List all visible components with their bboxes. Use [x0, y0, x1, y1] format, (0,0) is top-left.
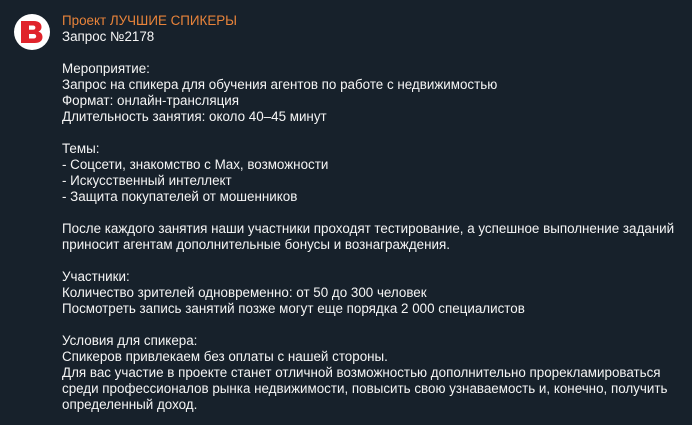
request-number: Запрос №2178 — [62, 29, 155, 44]
testing-text: приносит агентам дополнительные бонусы и вознаграждения. — [62, 237, 450, 252]
event-line: Запрос на спикера для обучения агентов по работе с недвижимостью — [62, 77, 498, 92]
conditions-line: Для вас участие в проекте станет отличной возможностью дополнительно прорекламироваться — [62, 365, 661, 380]
topic-item: - Защита покупателей от мошенников — [62, 189, 298, 204]
testing-text: После каждого занятия наши участники проходят тестирование, а успешное выполнение заданий — [62, 221, 675, 236]
conditions-line: Спикеров привлекаем без оплаты с нашей стороны. — [62, 349, 388, 364]
topics-header: Темы: — [62, 141, 100, 156]
topic-item: - Искусственный интеллект — [62, 173, 232, 188]
brand-logo-icon — [18, 18, 46, 46]
participants-line: Посмотреть запись занятий позже могут еще порядка 2 000 специалистов — [62, 301, 525, 316]
event-header: Мероприятие: — [62, 61, 150, 76]
participants-header: Участники: — [62, 269, 130, 284]
participants-line: Количество зрителей одновременно: от 50 до 300 человек — [62, 285, 427, 300]
event-line: Формат: онлайн-трансляция — [62, 93, 240, 108]
event-line: Длительность занятия: около 40–45 минут — [62, 109, 327, 124]
sender-name[interactable]: Проект ЛУЧШИЕ СПИКЕРЫ — [62, 13, 238, 28]
conditions-line: среди профессионалов рынка недвижимости, повысить свою узнаваемость и, конечно, получить — [62, 381, 668, 396]
topic-item: - Соцсети, знакомство с Max, возможности — [62, 157, 329, 172]
message-bubble — [62, 13, 692, 413]
sender-avatar[interactable] — [14, 14, 50, 50]
conditions-line: определенный доход. — [62, 397, 198, 412]
conditions-header: Условия для спикера: — [62, 333, 198, 348]
